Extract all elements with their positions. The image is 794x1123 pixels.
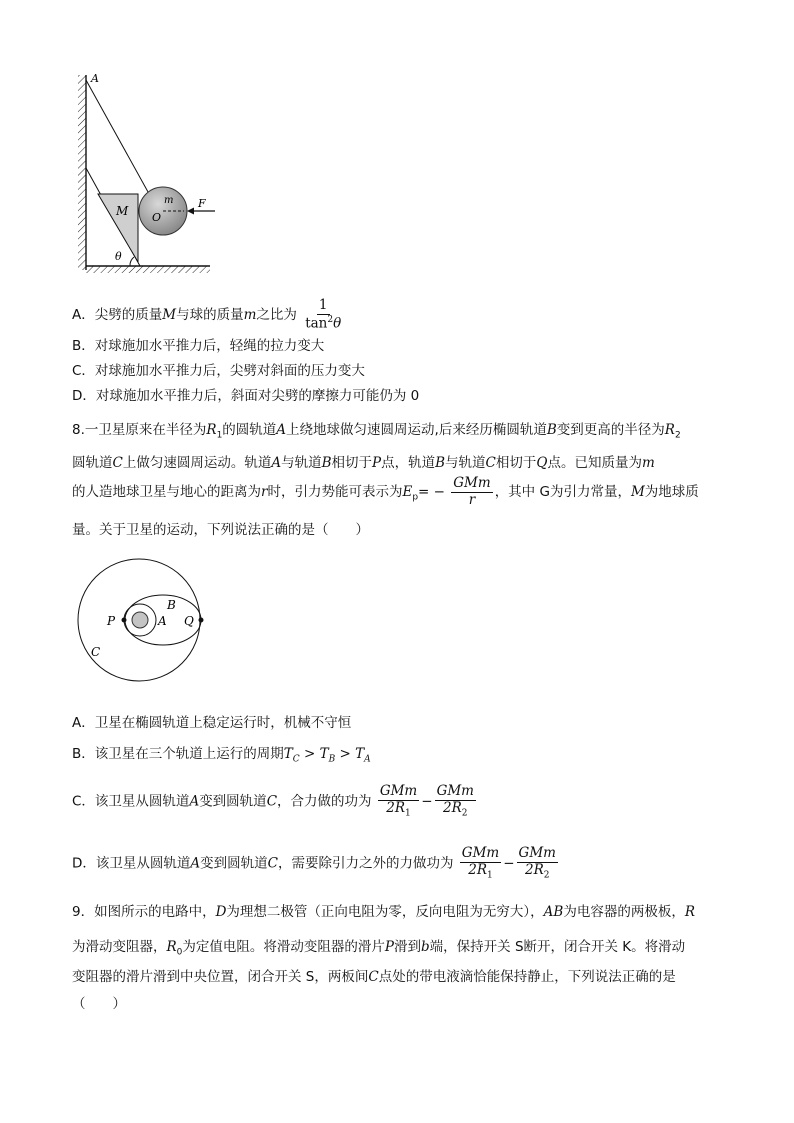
fig-label-b: B <box>167 598 176 612</box>
fraction: $\frac{\text{GMm}}{2R_2}$ <box>436 783 474 819</box>
q8-line-4: 量。关于卫星的运动，下列说法正确的是（ ） <box>72 522 369 538</box>
label-theta: θ <box>115 250 122 263</box>
fraction: $\frac{\text{GMm}}{2R_2}$ <box>518 845 556 881</box>
potential-fraction: $\frac{\text{GMm}}{r}$ <box>453 475 491 508</box>
q7-option-d: D．对球施加水平推力后，斜面对尖劈的摩擦力可能仍为 0 <box>72 388 420 404</box>
point-q <box>199 618 204 623</box>
q9-line-4: （ ） <box>72 996 126 1012</box>
q9-line-2: 为滑动变阻器，$R_0$为定值电阻。将滑动变阻器的滑片P滑到b端，保持开关 S断开，闭合开关 K。将滑动 <box>72 939 686 958</box>
fraction: $\frac{\text{GMm}}{2R_1}$ <box>379 783 418 819</box>
q9-line-3: 变阻器的滑片滑到中央位置，闭合开关 S，两板间C点处的带电液滴恰能保持静止，下列说法正确的是 <box>72 969 676 985</box>
q8-line-1: 8.一卫星原来在半径为$R_1$的圆轨道A上绕地球做匀速圆周运动,后来经历椭圆轨道B变到更高的半径为$R_2$ <box>72 422 681 441</box>
label-A: A <box>91 72 99 85</box>
q8-option-a: A．卫星在椭圆轨道上稳定运行时，机械不守恒 <box>72 715 352 731</box>
fig-label-p: P <box>107 614 116 628</box>
force-arrowhead <box>187 208 194 215</box>
incline-ball-figure <box>70 70 220 280</box>
q8-line-3: 的人造地球卫星与地心的距离为r时，引力势能可表示为$E_p=$ − $\frac{\text{GMm}}{r}$ ，其中 G为引力常量，M为地球质 <box>72 475 699 508</box>
wall-hatch <box>78 75 86 270</box>
q8-option-d: D．该卫星从圆轨道A变到圆轨道C，需要除引力之外的力做功为 $\frac{\text{GMm}}{2R_1}$ − $\frac{\text{GMm}}{2R_2}$ <box>72 845 556 881</box>
theta-arc <box>130 257 134 266</box>
earth <box>132 612 148 628</box>
rope <box>86 80 158 210</box>
q7-option-a: A．尖劈的质量M与球的质量m之比为 $\frac{1}{\tan^2\theta}$ <box>72 297 342 332</box>
q9-line-1: 9．如图所示的电路中，D为理想二极管（正向电阻为零，反向电阻为无穷大），AB为电容器的两极板，R <box>72 904 696 920</box>
label-M: M <box>116 204 129 218</box>
q8-option-b: B．该卫星在三个轨道上运行的周期$T_C > T_B > T_A$ <box>72 746 371 765</box>
fig-label-a: A <box>158 614 167 628</box>
q7-option-b: B．对球施加水平推力后，轻绳的拉力变大 <box>72 338 325 354</box>
fraction: $\frac{\text{GMm}}{2R_1}$ <box>461 845 500 881</box>
label-O: O <box>152 211 162 224</box>
fig-label-q: Q <box>184 614 194 628</box>
q8-option-c: C．该卫星从圆轨道A变到圆轨道C，合力做的功为 $\frac{\text{GMm}}{2R_1}$ − $\frac{\text{GMm}}{2R_2}$ <box>72 783 474 819</box>
fraction: $\frac{1}{\tan^2\theta}$ <box>305 297 342 332</box>
q8-line-2: 圆轨道C上做匀速圆周运动。轨道A与轨道B相切于P点，轨道B与轨道C相切于Q点。已知质量为m <box>72 455 655 471</box>
q7-option-c: C．对球施加水平推力后，尖劈对斜面的压力变大 <box>72 363 365 379</box>
label-m: m <box>164 195 174 206</box>
ground-hatch <box>86 266 210 273</box>
point-p <box>122 618 127 623</box>
label-F: F <box>198 197 206 210</box>
fig-label-c: C <box>91 645 101 659</box>
orbit-figure <box>74 553 204 683</box>
